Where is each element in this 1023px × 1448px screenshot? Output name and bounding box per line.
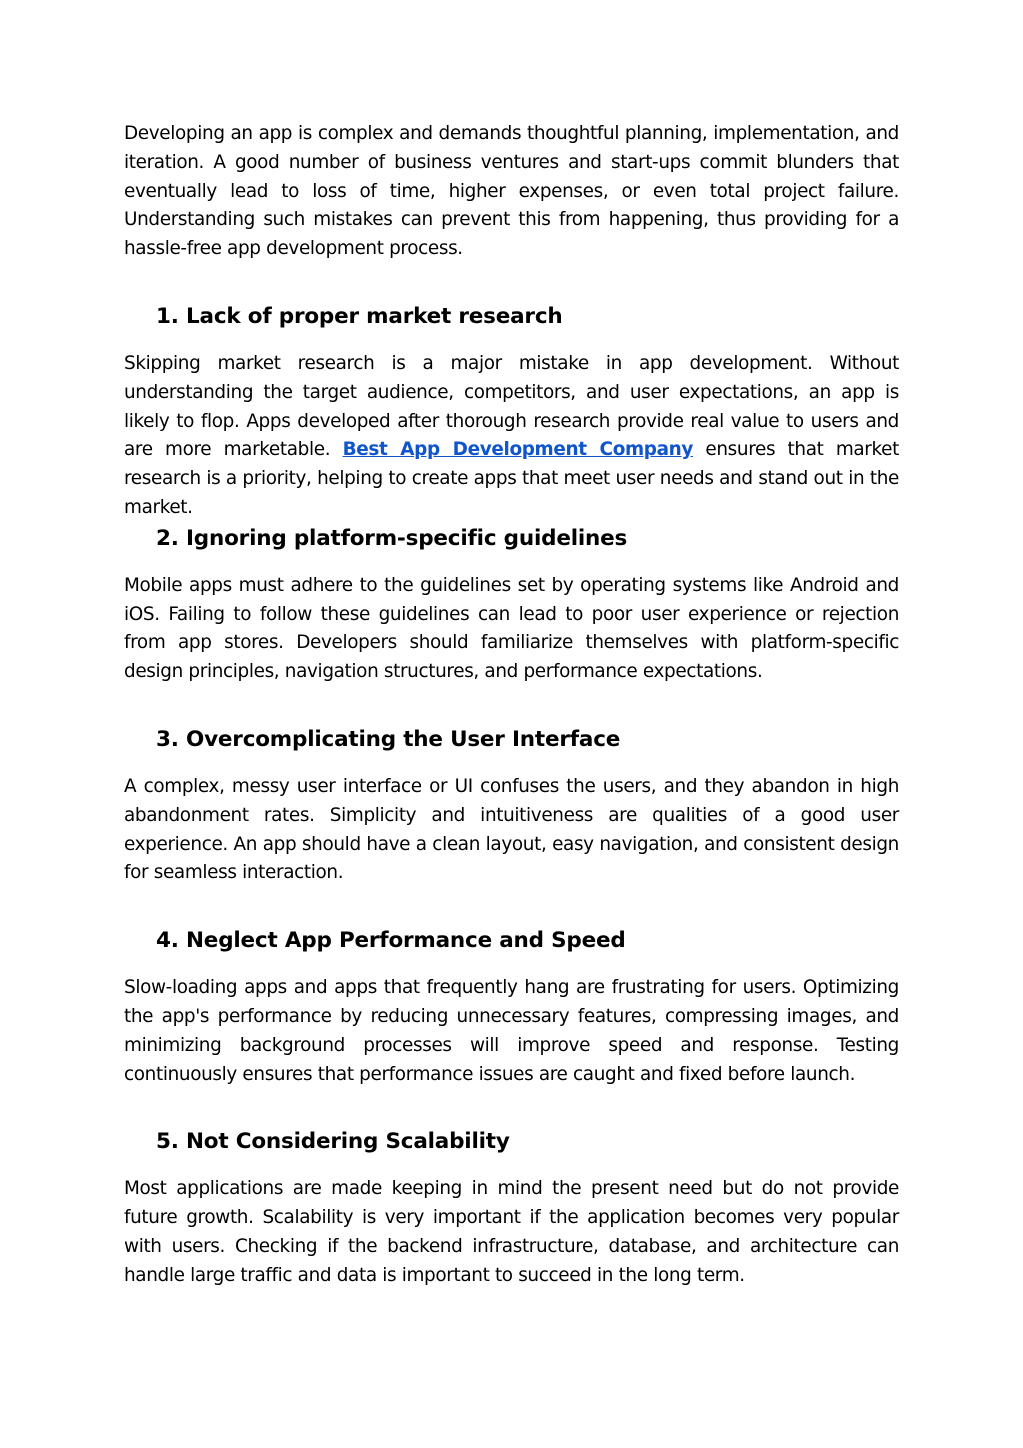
section-5-body: Most applications are made keeping in mind the present need but do not provide future growth. Scalability is very important if the application becomes very popular with users. Checking if the backend infrastructure, database, and architecture can handle large traffic and data is important to succeed in the long term. [124,1178,899,1286]
section-2-heading: 2. Ignoring platform-specific guidelines [156,525,628,551]
section-1-body-text: Skipping market research is a major mistake in app development. Without understanding the target audience, competitors, and user expectations, an app is likely to flop. Apps developed after thorough research provide real value to users and are more marketable. [124,352,899,461]
best-app-development-company-link[interactable]: Best App Development Company [342,439,694,461]
section-1-heading: 1. Lack of proper market research [156,303,563,329]
section-2-body: Mobile apps must adhere to the guidelines set by operating systems like Android and iOS. Failing to follow these guidelines can lead to poor user experience or rejection from app stores. Developers should familiarize themselves with platform-specific design principles, navigation structures, and performance expectations. [124,574,899,683]
section-1-body-text-after: ensures that market research is a priority, helping to create apps that meet user needs and stand out in the market. [124,439,899,518]
section-3-heading: 3. Overcomplicating the User Interface [156,726,621,752]
intro-paragraph: Developing an app is complex and demands thoughtful planning, implementation, and iteration. A good number of business ventures and start-ups commit blunders that eventually lead to loss of time, higher expenses, or even total project failure. Understanding such mistakes can prevent this from happening, thus providing for a hassle-free app development process. [124,123,899,260]
section-5-heading: 5. Not Considering Scalability [156,1129,510,1155]
section-3-body: A complex, messy user interface or UI confuses the users, and they abandon in high abandonment rates. Simplicity and intuitiveness are qualities of a good user experience. An app should have a clean layout, easy navigation, and consistent design for seamless interaction. [124,775,899,884]
section-1-body [124,350,899,523]
document-page [124,120,899,1291]
section-4-body: Slow-loading apps and apps that frequently hang are frustrating for users. Optimizing the app's performance by reducing unnecessary features, compressing images, and minimizing background processes will improve speed and response. Testing continuously ensures that performance issues are caught and fixed before launch. [124,977,899,1085]
section-4-heading: 4. Neglect App Performance and Speed [156,928,626,954]
